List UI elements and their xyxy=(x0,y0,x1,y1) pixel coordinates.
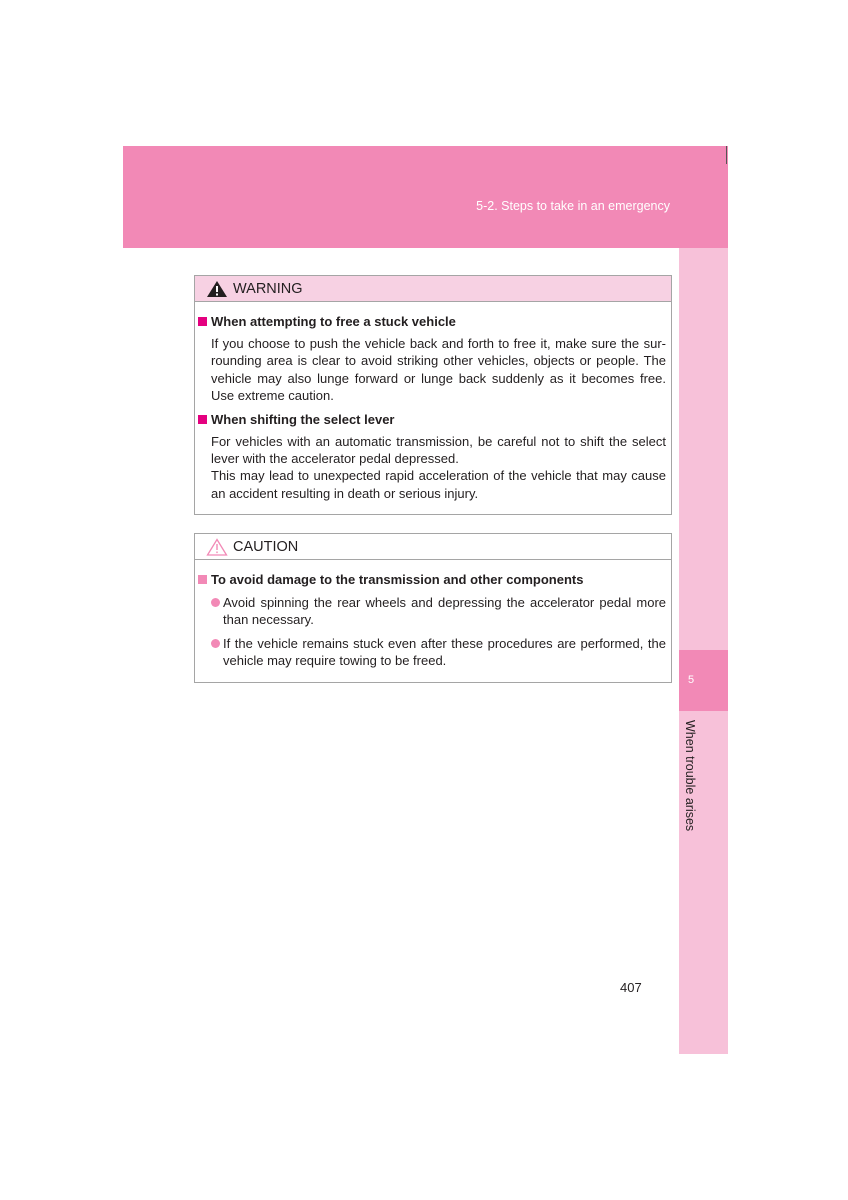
warning-box xyxy=(194,275,672,515)
warning-paragraph: If you choose to push the vehicle back and forth to free it, make sure the sur-rounding area is clear to avoid striking other vehicles, objects or people. The vehicle may also lunge forward or lunge back suddenly as it becomes free. Use extreme caution. xyxy=(211,336,666,404)
circle-bullet-icon xyxy=(211,598,220,607)
square-bullet-icon xyxy=(198,317,207,326)
chapter-tab xyxy=(679,650,728,711)
caution-header xyxy=(195,534,671,560)
warning-icon xyxy=(206,280,228,298)
square-bullet-icon xyxy=(198,575,207,584)
square-bullet-icon xyxy=(198,415,207,424)
chapter-side-tab xyxy=(679,248,728,1054)
caution-bullet: If the vehicle remains stuck even after these procedures are performed, the vehicle may require towing to be freed. xyxy=(211,635,666,670)
warning-header xyxy=(195,276,671,302)
header-band xyxy=(123,146,728,248)
caution-subheading: To avoid damage to the transmission and other components xyxy=(198,571,666,588)
warning-subheading: When attempting to free a stuck vehicle xyxy=(198,313,666,330)
caution-bullet: Avoid spinning the rear wheels and depressing the accelerator pedal more than necessary. xyxy=(211,594,666,629)
circle-bullet-icon xyxy=(211,639,220,648)
warning-title: WARNING xyxy=(233,280,303,297)
caution-title: CAUTION xyxy=(233,538,299,555)
chapter-number: 5 xyxy=(688,674,695,686)
warning-paragraph: For vehicles with an automatic transmission, be careful not to shift the select lever with the accelerator pedal depressed. xyxy=(211,433,666,467)
chapter-label: When trouble arises xyxy=(683,720,697,832)
page-number: 407 xyxy=(620,980,642,995)
warning-paragraph: This may lead to unexpected rapid acceleration of the vehicle that may cause an accident resulting in death or serious injury. xyxy=(211,468,666,501)
warning-subheading: When shifting the select lever xyxy=(198,411,666,428)
crop-mark xyxy=(726,146,727,164)
caution-icon xyxy=(206,538,228,556)
section-title: 5-2. Steps to take in an emergency xyxy=(476,199,670,213)
caution-box xyxy=(194,533,672,683)
